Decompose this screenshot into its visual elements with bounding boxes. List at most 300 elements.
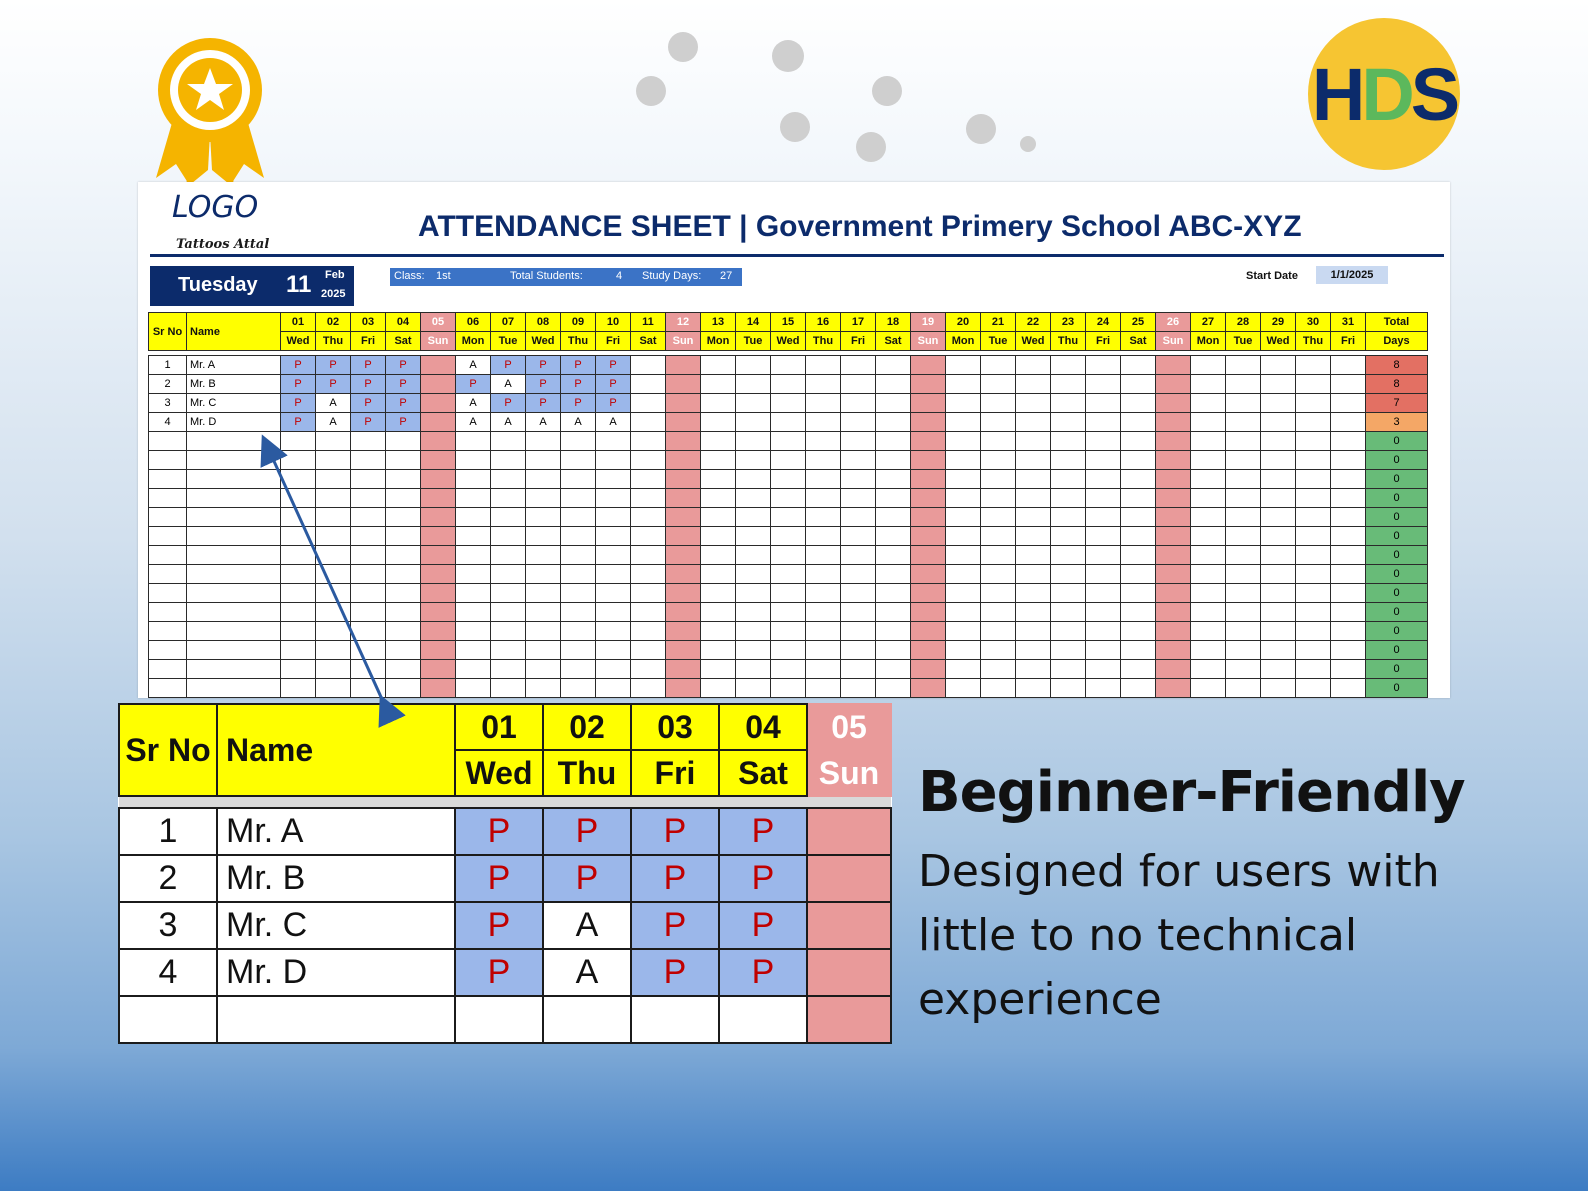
attendance-cell[interactable] bbox=[1226, 603, 1261, 622]
attendance-cell[interactable] bbox=[666, 451, 701, 470]
attendance-cell[interactable] bbox=[1086, 603, 1121, 622]
attendance-cell[interactable] bbox=[386, 451, 421, 470]
attendance-cell[interactable] bbox=[946, 527, 981, 546]
attendance-cell[interactable] bbox=[701, 470, 736, 489]
attendance-cell[interactable] bbox=[526, 679, 561, 698]
attendance-cell[interactable] bbox=[386, 508, 421, 527]
attendance-cell[interactable] bbox=[771, 375, 806, 394]
attendance-cell[interactable] bbox=[1016, 413, 1051, 432]
attendance-cell[interactable] bbox=[771, 546, 806, 565]
attendance-cell[interactable]: A bbox=[316, 394, 351, 413]
attendance-cell[interactable] bbox=[1086, 584, 1121, 603]
attendance-cell[interactable] bbox=[1156, 470, 1191, 489]
attendance-cell[interactable] bbox=[1296, 660, 1331, 679]
attendance-cell[interactable] bbox=[561, 470, 596, 489]
attendance-cell[interactable] bbox=[771, 679, 806, 698]
attendance-cell[interactable] bbox=[946, 508, 981, 527]
attendance-cell[interactable] bbox=[421, 584, 456, 603]
attendance-cell[interactable] bbox=[946, 394, 981, 413]
attendance-cell[interactable] bbox=[351, 432, 386, 451]
attendance-cell[interactable] bbox=[1086, 546, 1121, 565]
attendance-cell[interactable] bbox=[1191, 660, 1226, 679]
attendance-cell[interactable] bbox=[666, 375, 701, 394]
attendance-cell[interactable] bbox=[841, 356, 876, 375]
attendance-cell[interactable] bbox=[771, 622, 806, 641]
attendance-cell[interactable] bbox=[1226, 660, 1261, 679]
attendance-cell[interactable] bbox=[1331, 679, 1366, 698]
attendance-cell[interactable] bbox=[316, 622, 351, 641]
attendance-cell[interactable]: P bbox=[351, 356, 386, 375]
attendance-cell[interactable] bbox=[1296, 451, 1331, 470]
attendance-cell[interactable] bbox=[1296, 603, 1331, 622]
attendance-cell[interactable] bbox=[701, 451, 736, 470]
attendance-cell[interactable] bbox=[1016, 356, 1051, 375]
attendance-cell[interactable] bbox=[1016, 375, 1051, 394]
attendance-cell[interactable] bbox=[771, 356, 806, 375]
attendance-cell[interactable] bbox=[981, 565, 1016, 584]
attendance-cell[interactable] bbox=[1191, 641, 1226, 660]
attendance-cell[interactable] bbox=[421, 527, 456, 546]
attendance-cell[interactable] bbox=[771, 432, 806, 451]
attendance-cell[interactable] bbox=[351, 489, 386, 508]
attendance-cell[interactable] bbox=[1331, 622, 1366, 641]
attendance-cell[interactable] bbox=[421, 660, 456, 679]
attendance-cell[interactable] bbox=[1296, 470, 1331, 489]
attendance-cell[interactable] bbox=[281, 508, 316, 527]
attendance-cell[interactable]: P bbox=[386, 356, 421, 375]
attendance-cell[interactable] bbox=[526, 432, 561, 451]
attendance-cell[interactable]: P bbox=[351, 413, 386, 432]
attendance-cell[interactable]: A bbox=[491, 413, 526, 432]
attendance-cell[interactable] bbox=[351, 451, 386, 470]
student-name-cell[interactable] bbox=[187, 546, 281, 565]
attendance-cell[interactable] bbox=[876, 413, 911, 432]
attendance-cell[interactable] bbox=[1226, 565, 1261, 584]
attendance-cell[interactable] bbox=[631, 356, 666, 375]
attendance-cell[interactable] bbox=[1261, 489, 1296, 508]
attendance-cell[interactable] bbox=[1086, 413, 1121, 432]
attendance-cell[interactable]: A bbox=[526, 413, 561, 432]
attendance-cell[interactable] bbox=[526, 565, 561, 584]
attendance-cell[interactable] bbox=[1156, 356, 1191, 375]
attendance-cell[interactable]: A bbox=[491, 375, 526, 394]
attendance-cell[interactable] bbox=[596, 679, 631, 698]
attendance-cell[interactable] bbox=[1156, 394, 1191, 413]
attendance-cell[interactable] bbox=[701, 432, 736, 451]
attendance-cell[interactable] bbox=[1121, 356, 1156, 375]
attendance-cell[interactable] bbox=[281, 584, 316, 603]
attendance-cell[interactable] bbox=[736, 508, 771, 527]
attendance-cell[interactable] bbox=[911, 603, 946, 622]
attendance-cell[interactable] bbox=[351, 679, 386, 698]
attendance-cell[interactable] bbox=[1191, 356, 1226, 375]
attendance-cell[interactable] bbox=[946, 489, 981, 508]
zoom-attendance-cell[interactable]: P bbox=[631, 949, 719, 996]
attendance-cell[interactable] bbox=[736, 489, 771, 508]
attendance-cell[interactable] bbox=[316, 679, 351, 698]
attendance-cell[interactable] bbox=[841, 622, 876, 641]
attendance-cell[interactable] bbox=[1121, 660, 1156, 679]
attendance-cell[interactable] bbox=[946, 546, 981, 565]
attendance-cell[interactable] bbox=[1226, 432, 1261, 451]
attendance-cell[interactable] bbox=[1226, 394, 1261, 413]
attendance-cell[interactable] bbox=[631, 527, 666, 546]
attendance-cell[interactable] bbox=[1051, 508, 1086, 527]
attendance-cell[interactable] bbox=[1331, 489, 1366, 508]
attendance-cell[interactable] bbox=[1331, 641, 1366, 660]
attendance-cell[interactable] bbox=[1156, 527, 1191, 546]
attendance-cell[interactable] bbox=[1051, 565, 1086, 584]
attendance-cell[interactable] bbox=[1261, 356, 1296, 375]
attendance-cell[interactable] bbox=[876, 489, 911, 508]
attendance-cell[interactable] bbox=[981, 527, 1016, 546]
attendance-cell[interactable] bbox=[1156, 584, 1191, 603]
attendance-cell[interactable] bbox=[911, 413, 946, 432]
attendance-cell[interactable] bbox=[1121, 489, 1156, 508]
zoom-student-name-cell[interactable]: Mr. A bbox=[217, 808, 455, 855]
attendance-cell[interactable] bbox=[981, 622, 1016, 641]
attendance-cell[interactable] bbox=[456, 622, 491, 641]
attendance-cell[interactable] bbox=[876, 394, 911, 413]
attendance-cell[interactable] bbox=[1226, 584, 1261, 603]
attendance-cell[interactable]: P bbox=[281, 394, 316, 413]
attendance-cell[interactable] bbox=[456, 432, 491, 451]
attendance-cell[interactable] bbox=[1016, 508, 1051, 527]
attendance-cell[interactable] bbox=[1121, 565, 1156, 584]
student-name-cell[interactable] bbox=[187, 660, 281, 679]
attendance-cell[interactable] bbox=[561, 565, 596, 584]
attendance-cell[interactable] bbox=[491, 584, 526, 603]
attendance-cell[interactable] bbox=[421, 470, 456, 489]
attendance-cell[interactable] bbox=[421, 641, 456, 660]
attendance-cell[interactable] bbox=[1331, 451, 1366, 470]
attendance-cell[interactable]: P bbox=[561, 394, 596, 413]
attendance-cell[interactable] bbox=[1016, 489, 1051, 508]
attendance-cell[interactable] bbox=[1331, 527, 1366, 546]
attendance-cell[interactable] bbox=[1226, 470, 1261, 489]
attendance-cell[interactable] bbox=[1086, 451, 1121, 470]
attendance-cell[interactable] bbox=[736, 394, 771, 413]
attendance-cell[interactable] bbox=[1261, 603, 1296, 622]
attendance-cell[interactable] bbox=[421, 375, 456, 394]
attendance-cell[interactable] bbox=[701, 394, 736, 413]
attendance-cell[interactable] bbox=[456, 508, 491, 527]
attendance-cell[interactable] bbox=[421, 622, 456, 641]
attendance-cell[interactable] bbox=[806, 584, 841, 603]
attendance-cell[interactable] bbox=[1016, 641, 1051, 660]
zoom-attendance-cell[interactable]: A bbox=[543, 949, 631, 996]
student-name-cell[interactable] bbox=[187, 584, 281, 603]
student-name-cell[interactable] bbox=[187, 622, 281, 641]
attendance-cell[interactable] bbox=[386, 546, 421, 565]
attendance-cell[interactable] bbox=[841, 527, 876, 546]
attendance-cell[interactable] bbox=[771, 565, 806, 584]
attendance-cell[interactable] bbox=[1261, 660, 1296, 679]
attendance-cell[interactable]: P bbox=[281, 356, 316, 375]
attendance-cell[interactable] bbox=[1086, 527, 1121, 546]
attendance-cell[interactable] bbox=[1296, 679, 1331, 698]
attendance-cell[interactable] bbox=[1016, 546, 1051, 565]
attendance-cell[interactable] bbox=[491, 641, 526, 660]
attendance-cell[interactable] bbox=[1226, 356, 1261, 375]
attendance-cell[interactable] bbox=[701, 527, 736, 546]
attendance-cell[interactable]: P bbox=[596, 356, 631, 375]
zoom-attendance-cell[interactable] bbox=[807, 808, 891, 855]
attendance-cell[interactable]: P bbox=[316, 356, 351, 375]
attendance-cell[interactable] bbox=[351, 470, 386, 489]
attendance-cell[interactable]: P bbox=[456, 375, 491, 394]
attendance-cell[interactable] bbox=[876, 356, 911, 375]
attendance-cell[interactable] bbox=[701, 679, 736, 698]
attendance-cell[interactable] bbox=[806, 603, 841, 622]
attendance-cell[interactable] bbox=[1121, 584, 1156, 603]
attendance-cell[interactable] bbox=[491, 508, 526, 527]
attendance-cell[interactable] bbox=[1156, 565, 1191, 584]
attendance-cell[interactable] bbox=[876, 584, 911, 603]
attendance-cell[interactable] bbox=[351, 546, 386, 565]
student-name-cell[interactable] bbox=[187, 527, 281, 546]
student-name-cell[interactable] bbox=[187, 603, 281, 622]
attendance-cell[interactable] bbox=[1296, 375, 1331, 394]
attendance-cell[interactable] bbox=[316, 641, 351, 660]
attendance-cell[interactable] bbox=[1261, 508, 1296, 527]
attendance-cell[interactable]: P bbox=[491, 356, 526, 375]
attendance-cell[interactable]: A bbox=[456, 356, 491, 375]
attendance-cell[interactable] bbox=[456, 603, 491, 622]
attendance-cell[interactable] bbox=[1121, 641, 1156, 660]
attendance-cell[interactable] bbox=[491, 470, 526, 489]
attendance-cell[interactable] bbox=[1261, 584, 1296, 603]
attendance-cell[interactable] bbox=[841, 375, 876, 394]
attendance-cell[interactable] bbox=[946, 432, 981, 451]
attendance-cell[interactable] bbox=[1331, 508, 1366, 527]
attendance-cell[interactable] bbox=[1261, 394, 1296, 413]
zoom-attendance-cell[interactable]: P bbox=[631, 855, 719, 902]
zoom-attendance-cell[interactable] bbox=[543, 996, 631, 1043]
attendance-cell[interactable] bbox=[631, 546, 666, 565]
zoom-student-name-cell[interactable]: Mr. D bbox=[217, 949, 455, 996]
attendance-cell[interactable] bbox=[596, 546, 631, 565]
attendance-cell[interactable] bbox=[666, 527, 701, 546]
attendance-cell[interactable] bbox=[666, 641, 701, 660]
attendance-cell[interactable] bbox=[1051, 603, 1086, 622]
student-name-cell[interactable]: Mr. D bbox=[187, 413, 281, 432]
attendance-cell[interactable] bbox=[736, 603, 771, 622]
student-name-cell[interactable] bbox=[187, 489, 281, 508]
attendance-cell[interactable] bbox=[876, 432, 911, 451]
attendance-cell[interactable] bbox=[1261, 470, 1296, 489]
attendance-cell[interactable] bbox=[1156, 451, 1191, 470]
attendance-cell[interactable] bbox=[526, 508, 561, 527]
attendance-cell[interactable] bbox=[1296, 527, 1331, 546]
attendance-cell[interactable] bbox=[1296, 584, 1331, 603]
attendance-cell[interactable] bbox=[1156, 413, 1191, 432]
attendance-cell[interactable] bbox=[1226, 451, 1261, 470]
attendance-cell[interactable] bbox=[386, 527, 421, 546]
zoom-attendance-cell[interactable]: P bbox=[455, 949, 543, 996]
attendance-cell[interactable] bbox=[421, 565, 456, 584]
attendance-cell[interactable] bbox=[946, 470, 981, 489]
attendance-cell[interactable] bbox=[631, 603, 666, 622]
attendance-cell[interactable] bbox=[456, 546, 491, 565]
attendance-cell[interactable] bbox=[456, 489, 491, 508]
attendance-cell[interactable] bbox=[736, 527, 771, 546]
attendance-cell[interactable] bbox=[981, 641, 1016, 660]
attendance-cell[interactable] bbox=[1086, 432, 1121, 451]
attendance-cell[interactable] bbox=[876, 622, 911, 641]
attendance-cell[interactable] bbox=[1051, 546, 1086, 565]
attendance-cell[interactable] bbox=[736, 584, 771, 603]
attendance-cell[interactable] bbox=[1156, 375, 1191, 394]
attendance-cell[interactable] bbox=[701, 584, 736, 603]
zoom-attendance-cell[interactable]: A bbox=[543, 902, 631, 949]
attendance-cell[interactable] bbox=[1191, 451, 1226, 470]
attendance-cell[interactable] bbox=[841, 641, 876, 660]
attendance-cell[interactable] bbox=[1261, 413, 1296, 432]
attendance-cell[interactable] bbox=[701, 489, 736, 508]
attendance-cell[interactable] bbox=[946, 413, 981, 432]
attendance-cell[interactable] bbox=[1051, 356, 1086, 375]
attendance-cell[interactable] bbox=[1156, 622, 1191, 641]
attendance-cell[interactable] bbox=[771, 641, 806, 660]
zoom-attendance-cell[interactable]: P bbox=[719, 902, 807, 949]
attendance-cell[interactable] bbox=[946, 356, 981, 375]
attendance-cell[interactable] bbox=[1156, 679, 1191, 698]
zoom-student-name-cell[interactable]: Mr. C bbox=[217, 902, 455, 949]
attendance-cell[interactable] bbox=[491, 432, 526, 451]
attendance-cell[interactable] bbox=[1156, 489, 1191, 508]
attendance-cell[interactable] bbox=[841, 489, 876, 508]
attendance-cell[interactable] bbox=[631, 622, 666, 641]
attendance-cell[interactable] bbox=[631, 432, 666, 451]
attendance-cell[interactable]: P bbox=[596, 375, 631, 394]
attendance-cell[interactable] bbox=[561, 546, 596, 565]
attendance-cell[interactable] bbox=[491, 679, 526, 698]
attendance-cell[interactable] bbox=[1156, 546, 1191, 565]
attendance-cell[interactable] bbox=[526, 527, 561, 546]
attendance-cell[interactable]: P bbox=[561, 375, 596, 394]
attendance-cell[interactable] bbox=[981, 584, 1016, 603]
attendance-cell[interactable] bbox=[701, 622, 736, 641]
attendance-cell[interactable] bbox=[1086, 641, 1121, 660]
attendance-cell[interactable] bbox=[386, 641, 421, 660]
attendance-cell[interactable] bbox=[281, 451, 316, 470]
attendance-cell[interactable] bbox=[456, 641, 491, 660]
attendance-cell[interactable] bbox=[596, 641, 631, 660]
attendance-cell[interactable] bbox=[911, 508, 946, 527]
zoom-attendance-cell[interactable] bbox=[455, 996, 543, 1043]
attendance-cell[interactable] bbox=[316, 508, 351, 527]
attendance-cell[interactable] bbox=[1226, 641, 1261, 660]
attendance-cell[interactable] bbox=[806, 660, 841, 679]
attendance-cell[interactable] bbox=[946, 603, 981, 622]
attendance-cell[interactable] bbox=[421, 356, 456, 375]
attendance-cell[interactable] bbox=[386, 603, 421, 622]
student-name-cell[interactable] bbox=[187, 565, 281, 584]
attendance-cell[interactable] bbox=[1261, 432, 1296, 451]
attendance-cell[interactable] bbox=[736, 413, 771, 432]
attendance-cell[interactable] bbox=[1331, 394, 1366, 413]
attendance-cell[interactable] bbox=[386, 660, 421, 679]
attendance-cell[interactable] bbox=[1051, 679, 1086, 698]
attendance-cell[interactable] bbox=[876, 679, 911, 698]
attendance-cell[interactable] bbox=[491, 660, 526, 679]
attendance-cell[interactable] bbox=[456, 679, 491, 698]
attendance-cell[interactable] bbox=[1121, 470, 1156, 489]
attendance-cell[interactable] bbox=[561, 508, 596, 527]
attendance-cell[interactable]: P bbox=[561, 356, 596, 375]
attendance-cell[interactable] bbox=[771, 660, 806, 679]
attendance-cell[interactable] bbox=[561, 641, 596, 660]
attendance-cell[interactable] bbox=[596, 451, 631, 470]
attendance-cell[interactable] bbox=[561, 527, 596, 546]
attendance-cell[interactable] bbox=[841, 660, 876, 679]
attendance-cell[interactable] bbox=[1121, 603, 1156, 622]
attendance-cell[interactable] bbox=[1051, 527, 1086, 546]
attendance-cell[interactable] bbox=[981, 508, 1016, 527]
student-name-cell[interactable]: Mr. C bbox=[187, 394, 281, 413]
attendance-cell[interactable] bbox=[1191, 489, 1226, 508]
attendance-cell[interactable] bbox=[421, 413, 456, 432]
attendance-cell[interactable] bbox=[1261, 565, 1296, 584]
attendance-cell[interactable] bbox=[316, 660, 351, 679]
attendance-cell[interactable] bbox=[1051, 451, 1086, 470]
attendance-cell[interactable] bbox=[351, 622, 386, 641]
attendance-cell[interactable] bbox=[1051, 375, 1086, 394]
attendance-cell[interactable]: P bbox=[386, 413, 421, 432]
attendance-cell[interactable] bbox=[876, 375, 911, 394]
zoom-attendance-cell[interactable]: P bbox=[543, 808, 631, 855]
attendance-cell[interactable] bbox=[911, 622, 946, 641]
attendance-cell[interactable] bbox=[1331, 660, 1366, 679]
attendance-cell[interactable] bbox=[1121, 432, 1156, 451]
attendance-cell[interactable] bbox=[736, 451, 771, 470]
attendance-cell[interactable] bbox=[526, 603, 561, 622]
attendance-cell[interactable] bbox=[946, 622, 981, 641]
attendance-cell[interactable] bbox=[1086, 622, 1121, 641]
attendance-cell[interactable] bbox=[841, 432, 876, 451]
attendance-cell[interactable] bbox=[1296, 489, 1331, 508]
attendance-cell[interactable] bbox=[491, 527, 526, 546]
zoom-attendance-cell[interactable] bbox=[719, 996, 807, 1043]
zoom-attendance-cell[interactable]: P bbox=[719, 808, 807, 855]
attendance-cell[interactable] bbox=[806, 565, 841, 584]
attendance-cell[interactable] bbox=[491, 489, 526, 508]
attendance-cell[interactable]: A bbox=[596, 413, 631, 432]
attendance-cell[interactable] bbox=[456, 527, 491, 546]
attendance-cell[interactable] bbox=[1051, 394, 1086, 413]
attendance-cell[interactable] bbox=[631, 641, 666, 660]
attendance-cell[interactable] bbox=[666, 508, 701, 527]
attendance-cell[interactable] bbox=[1016, 679, 1051, 698]
attendance-cell[interactable] bbox=[281, 603, 316, 622]
attendance-cell[interactable] bbox=[631, 565, 666, 584]
attendance-cell[interactable] bbox=[736, 622, 771, 641]
zoom-attendance-cell[interactable]: P bbox=[719, 949, 807, 996]
student-name-cell[interactable] bbox=[187, 470, 281, 489]
attendance-cell[interactable] bbox=[1261, 622, 1296, 641]
zoom-attendance-cell[interactable]: P bbox=[455, 808, 543, 855]
attendance-cell[interactable] bbox=[701, 641, 736, 660]
attendance-cell[interactable] bbox=[946, 584, 981, 603]
attendance-cell[interactable] bbox=[806, 489, 841, 508]
attendance-cell[interactable] bbox=[701, 565, 736, 584]
attendance-cell[interactable] bbox=[351, 565, 386, 584]
attendance-cell[interactable] bbox=[1156, 603, 1191, 622]
student-name-cell[interactable] bbox=[187, 508, 281, 527]
attendance-cell[interactable] bbox=[421, 508, 456, 527]
attendance-cell[interactable] bbox=[876, 546, 911, 565]
